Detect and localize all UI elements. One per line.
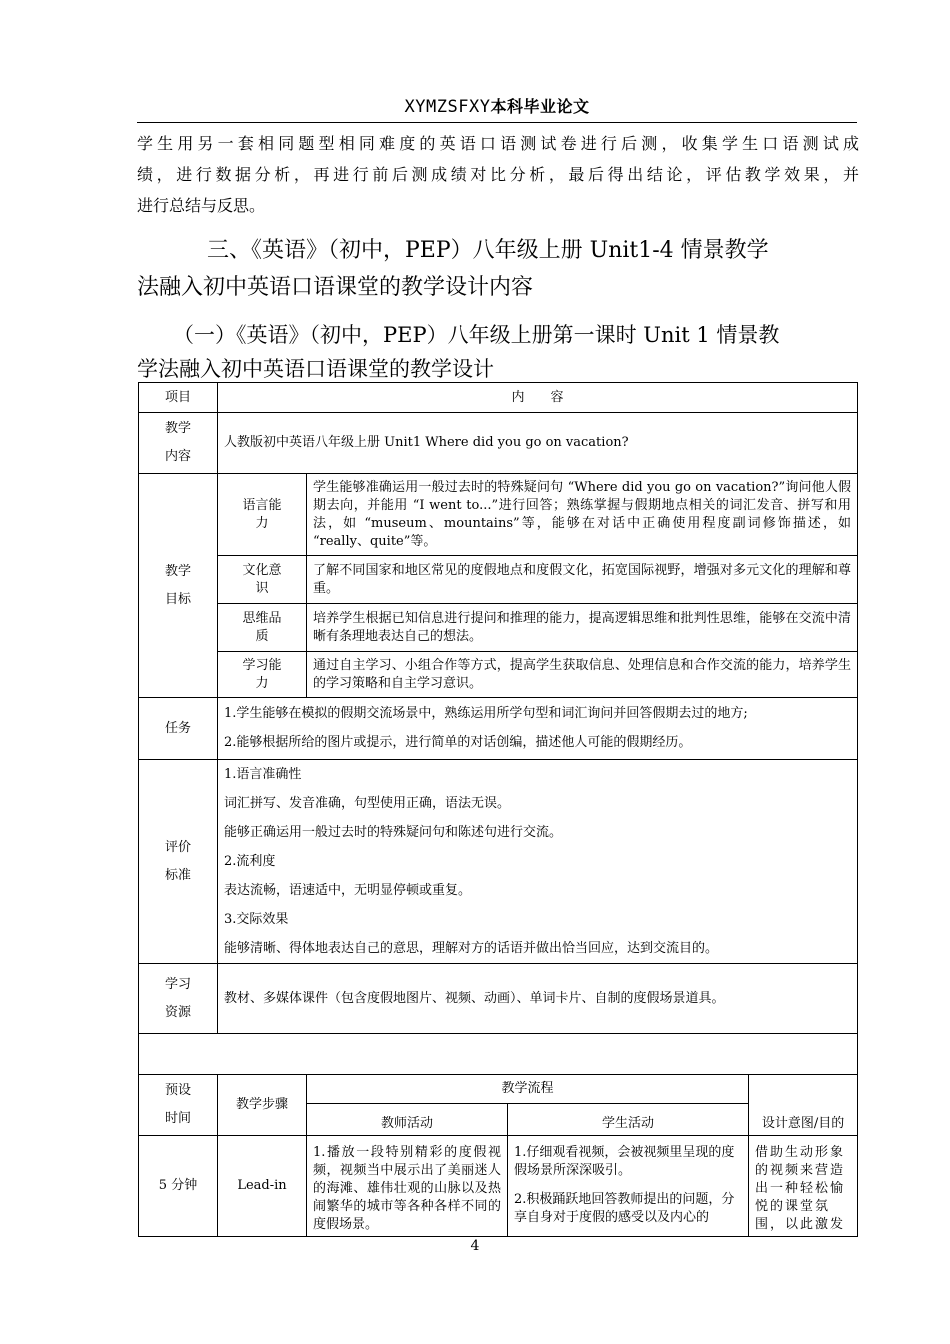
intro-line: 绩，进行数据分析，再进行前后测成绩对比分析，最后得出结论，评估教学效果，并 <box>137 165 859 184</box>
flow-row <box>139 1136 858 1237</box>
goal-text: 通过自主学习、小组合作等方式，提高学生获取信息、处理信息和合作交流的能力，培养学生的学习策略和自主学习意识。 <box>307 652 858 698</box>
header-code: XYMZSFXY <box>404 97 491 117</box>
teacher-header: 教师活动 <box>307 1104 508 1136</box>
goal-label: 文化意 识 <box>218 556 307 604</box>
table-row <box>139 413 858 474</box>
time-header: 预设 时间 <box>139 1075 218 1136</box>
row-label: 评价 标准 <box>139 760 218 964</box>
table-row <box>139 760 858 964</box>
subsection-heading-line: （一）《英语》（初中，PEP）八年级上册第一课时 Unit 1 情景教 <box>173 323 780 347</box>
row-label: 教学 目标 <box>139 474 218 698</box>
goal-text: 培养学生根据已知信息进行提问和推理的能力，提高逻辑思维和批判性思维，能够在交流中清晰有条理地表达自己的想法。 <box>307 604 858 652</box>
section-heading <box>137 232 859 306</box>
column-header-item: 项目 <box>139 383 218 413</box>
section-heading-line: 三、《英语》（初中，PEP）八年级上册 Unit1-4 情景教学 <box>207 238 769 263</box>
task-item: 2.能够根据所给的图片或提示，进行简单的对话创编，描述他人可能的假期经历。 <box>224 735 692 750</box>
flow-header-row <box>139 1075 858 1104</box>
subsection-heading-line: 学法融入初中英语口语课堂的教学设计 <box>137 357 494 381</box>
purpose-header: 设计意图/目的 <box>749 1075 858 1136</box>
table-row <box>139 474 858 556</box>
step-header: 教学步骤 <box>218 1075 307 1136</box>
evaluation-line: 2.流利度 <box>224 853 276 869</box>
goal-label: 思维品 质 <box>218 604 307 652</box>
column-header-content: 内 容 <box>218 383 858 413</box>
goal-text: 学生能够准确运用一般过去时的特殊疑问句 “Where did you go on vacation?”询问他人假期去向，并能用 “I went to...”进行回答；熟练掌握与假期地点相关的词汇发音、拼写和用法，如 “museum、mountains”等，能够在对话中正确使用程度副词修饰描述，如 “really、quite”等。 <box>307 474 858 556</box>
teacher-activity: 1.播放一段特别精彩的度假视频，视频当中展示出了美丽迷人的海滩、雄伟壮观的山脉以及热闹繁华的城市等各种各样不同的度假场景。 <box>307 1136 508 1237</box>
row-label: 学习 资源 <box>139 964 218 1034</box>
goal-text: 了解不同国家和地区常见的度假地点和度假文化，拓宽国际视野，增强对多元文化的理解和尊重。 <box>307 556 858 604</box>
tasks-cell <box>218 698 858 760</box>
evaluation-line: 1.语言准确性 <box>224 766 302 782</box>
goal-label: 语言能 力 <box>218 474 307 556</box>
evaluation-line: 3.交际效果 <box>224 911 289 927</box>
lesson-plan-table <box>138 382 858 1237</box>
evaluation-line: 能够正确运用一般过去时的特殊疑问句和陈述句进行交流。 <box>224 824 563 840</box>
intro-line: 学生用另一套相同题型相同难度的英语口语测试卷进行后测，收集学生口语测试成 <box>137 134 859 153</box>
table-header-row <box>139 383 858 413</box>
table-row <box>139 698 858 760</box>
design-purpose: 借助生动形象的视频来营造出一种轻松愉悦的课堂氛围，以此激发 <box>749 1136 858 1237</box>
table-row <box>139 556 858 604</box>
content-cell: 人教版初中英语八年级上册 Unit1 Where did you go on vacation? <box>218 413 858 474</box>
evaluation-line: 能够清晰、得体地表达自己的意思，理解对方的话语并做出恰当回应，达到交流目的。 <box>224 940 719 956</box>
student-header: 学生活动 <box>508 1104 749 1136</box>
evaluation-line: 词汇拼写、发音准确，句型使用正确，语法无误。 <box>224 795 511 811</box>
table-row <box>139 652 858 698</box>
row-label: 教学 内容 <box>139 413 218 474</box>
table-row <box>139 964 858 1034</box>
goal-label: 学习能 力 <box>218 652 307 698</box>
subsection-heading <box>137 318 859 386</box>
step-cell: Lead-in <box>218 1136 307 1237</box>
page-header <box>137 94 857 122</box>
evaluation-cell <box>218 760 858 964</box>
intro-line: 进行总结与反思。 <box>137 196 266 215</box>
empty-row <box>139 1034 858 1075</box>
intro-paragraph <box>137 128 859 221</box>
table-row <box>139 604 858 652</box>
row-label: 任务 <box>139 698 218 760</box>
evaluation-line: 表达流畅，语速适中，无明显停顿或重复。 <box>224 882 472 898</box>
time-cell: 5 分钟 <box>139 1136 218 1237</box>
flow-header: 教学流程 <box>307 1075 749 1104</box>
student-activity: 1.仔细观看视频，会被视频里呈现的度假场景所深深吸引。 2.积极踊跃地回答教师提出的问题，分享自身对于度假的感受以及内心的 <box>508 1136 749 1237</box>
resource-cell: 教材、多媒体课件（包含度假地图片、视频、动画）、单词卡片、自制的度假场景道具。 <box>218 964 858 1034</box>
header-title: 本科毕业论文 <box>490 97 590 116</box>
section-heading-line: 法融入初中英语口语课堂的教学设计内容 <box>137 275 534 300</box>
page-number: 4 <box>470 1238 480 1254</box>
header-rule <box>137 122 857 123</box>
task-item: 1.学生能够在模拟的假期交流场景中，熟练运用所学句型和词汇询问并回答假期去过的地方; <box>224 706 748 721</box>
